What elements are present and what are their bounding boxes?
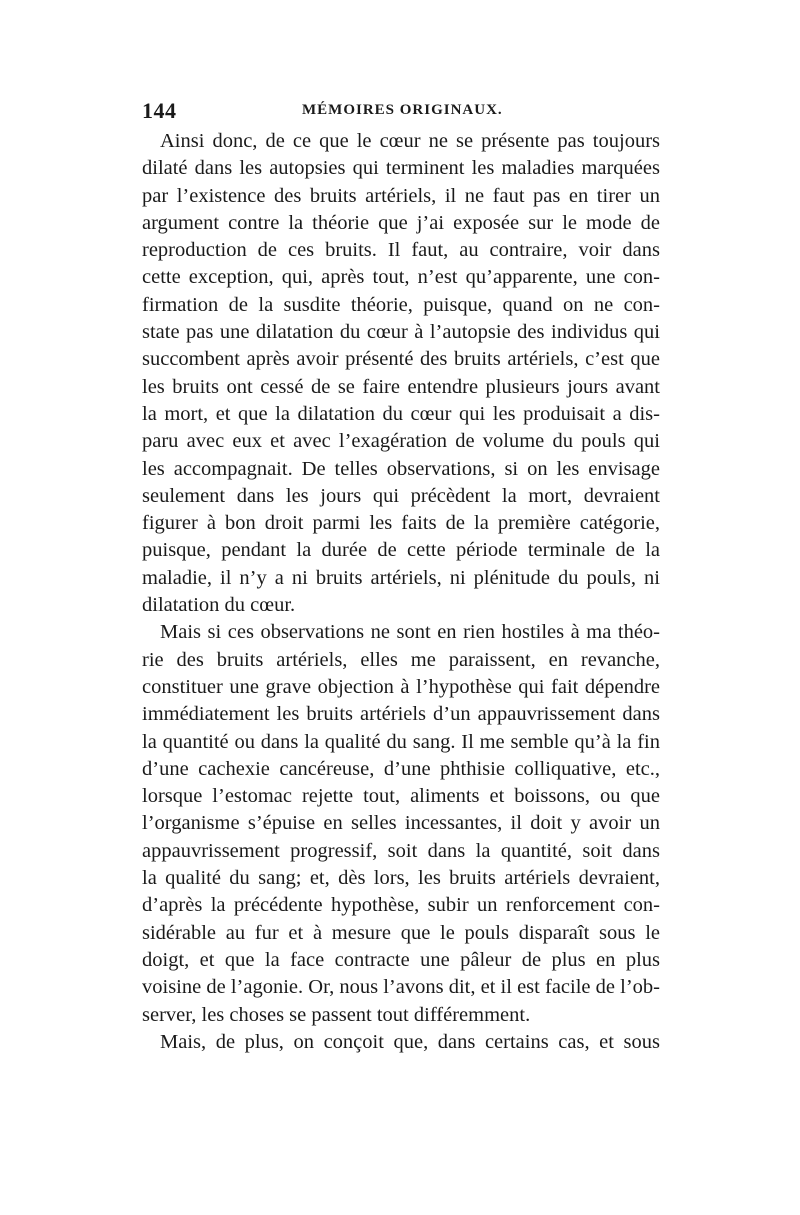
text-line: puisque, pendant la durée de cette période terminale de la — [142, 539, 660, 562]
text-line: cette exception, qui, après tout, n’est qu’apparente, une con- — [142, 266, 660, 289]
text-line: succombent après avoir présenté des bruits artériels, c’est que — [142, 348, 660, 371]
text-line: rie des bruits artériels, elles me paraissent, en revanche, — [142, 648, 660, 671]
text-line: dilaté dans les autopsies qui terminent les maladies marquées — [142, 157, 660, 180]
text-line: doigt, et que la face contracte une pâleur de plus en plus — [142, 948, 660, 971]
text-line: Mais, de plus, on conçoit que, dans certains cas, et sous — [160, 1030, 660, 1053]
text-line: paru avec eux et avec l’exagération de volume du pouls qui — [142, 430, 660, 453]
text-line: d’une cachexie cancéreuse, d’une phthisie colliquative, etc., — [142, 757, 660, 780]
text-line: server, les choses se passent tout différemment. — [142, 1003, 531, 1026]
text-line: la qualité du sang; et, dès lors, les bruits artériels devraient, — [142, 867, 660, 890]
text-line: sidérable au fur et à mesure que le pouls disparaît sous le — [142, 921, 660, 944]
text-line: les bruits ont cessé de se faire entendre plusieurs jours avant — [142, 375, 660, 398]
text-line: maladie, il n’y a ni bruits artériels, ni plénitude du pouls, ni — [142, 566, 660, 589]
text-line: lorsque l’estomac rejette tout, aliments et boissons, ou que — [142, 785, 660, 808]
paragraph — [142, 128, 660, 619]
text-line: Mais si ces observations ne sont en rien hostiles à ma théo- — [160, 621, 660, 644]
text-line: immédiatement les bruits artériels d’un appauvrissement dans — [142, 703, 660, 726]
body-text — [142, 128, 660, 1056]
text-line: firmation de la susdite théorie, puisque, quand on ne con- — [142, 293, 660, 316]
text-line: par l’existence des bruits artériels, il ne faut pas en tirer un — [142, 184, 660, 207]
text-line: argument contre la théorie que j’ai exposée sur le mode de — [142, 211, 660, 234]
text-line: constituer une grave objection à l’hypothèse qui fait dépendre — [142, 675, 660, 698]
text-line: seulement dans les jours qui précèdent la mort, devraient — [142, 484, 660, 507]
text-line: l’organisme s’épuise en selles incessantes, il doit y avoir un — [142, 812, 660, 835]
text-line: state pas une dilatation du cœur à l’autopsie des individus qui — [142, 321, 660, 344]
text-line: dilatation du cœur. — [142, 594, 296, 617]
text-line: les accompagnait. De telles observations, si on les envisage — [142, 457, 660, 480]
text-line: d’après la précédente hypothèse, subir un renforcement con- — [142, 894, 660, 917]
page-number: 144 — [142, 98, 177, 123]
running-title: MÉMOIRES ORIGINAUX. — [302, 102, 503, 118]
paragraph — [142, 1029, 660, 1056]
text-line: Ainsi donc, de ce que le cœur ne se présente pas toujours — [160, 130, 660, 152]
text-line: figurer à bon droit parmi les faits de la première catégorie, — [142, 512, 660, 535]
text-line: voisine de l’agonie. Or, nous l’avons dit, et il est facile de l’ob- — [142, 976, 660, 999]
paragraph — [142, 619, 660, 1028]
text-line: appauvrissement progressif, soit dans la quantité, soit dans — [142, 839, 660, 862]
text-line: la quantité ou dans la qualité du sang. Il me semble qu’à la fin — [142, 730, 660, 753]
text-line: la mort, et que la dilatation du cœur qui les produisait a dis- — [142, 402, 660, 425]
page-header — [142, 98, 660, 124]
text-line: reproduction de ces bruits. Il faut, au contraire, voir dans — [142, 239, 660, 262]
